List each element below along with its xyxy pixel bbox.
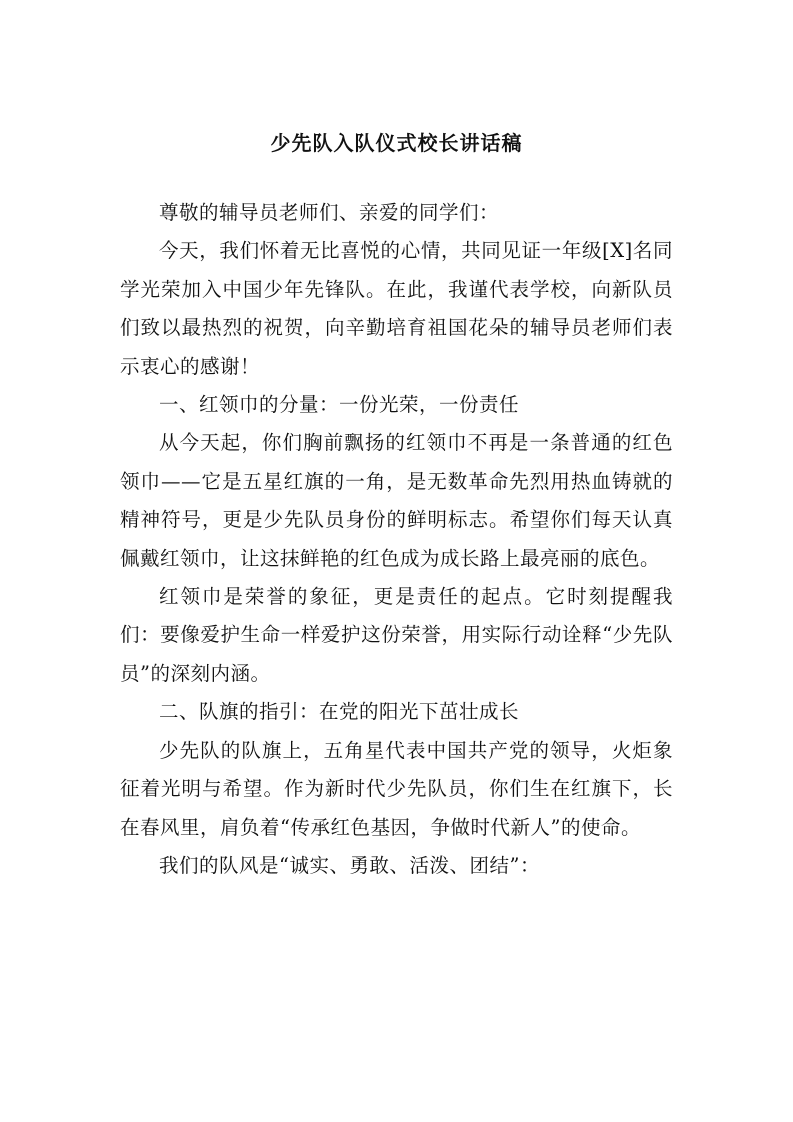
body-paragraph: 从今天起，你们胸前飘扬的红领巾不再是一条普通的红色领巾——它是五星红旗的一角，是无数革命先烈用热血铸就的精神符号，更是少先队员身份的鲜明标志。希望你们每天认真佩戴红领巾，让这抹鲜艳的红色成为成长路上最亮丽的底色。 — [120, 431, 673, 570]
body-paragraph: 少先队的队旗上，五角星代表中国共产党的领导，火炬象征着光明与希望。作为新时代少先队员，你们生在红旗下，长在春风里，肩负着“传承红色基因，争做时代新人”的使命。 — [120, 738, 673, 839]
body-paragraph: 红领巾是荣誉的象征，更是责任的起点。它时刻提醒我们：要像爱护生命一样爱护这份荣誉，用实际行动诠释“少先队员”的深刻内涵。 — [120, 585, 673, 685]
section-heading-2: 二、队旗的指引：在党的阳光下茁壮成长 — [159, 700, 520, 724]
document-title: 少先队入队仪式校长讲话稿 — [270, 131, 523, 155]
body-paragraph: 我们的队风是“诚实、勇敢、活泼、团结”： — [159, 853, 540, 877]
salutation-paragraph: 尊敬的辅导员老师们、亲爱的同学们： — [159, 201, 500, 224]
section-heading-1: 一、红领巾的分量：一份光荣，一份责任 — [159, 393, 520, 417]
opening-paragraph: 今天，我们怀着无比喜悦的心情，共同见证一年级[X]名同学光荣加入中国少年先锋队。在此，我谨代表学校，向新队员们致以最热烈的祝贺，向辛勤培育祖国花朵的辅导员老师们表示衷心的感谢！ — [120, 239, 673, 378]
document-body — [120, 194, 673, 885]
